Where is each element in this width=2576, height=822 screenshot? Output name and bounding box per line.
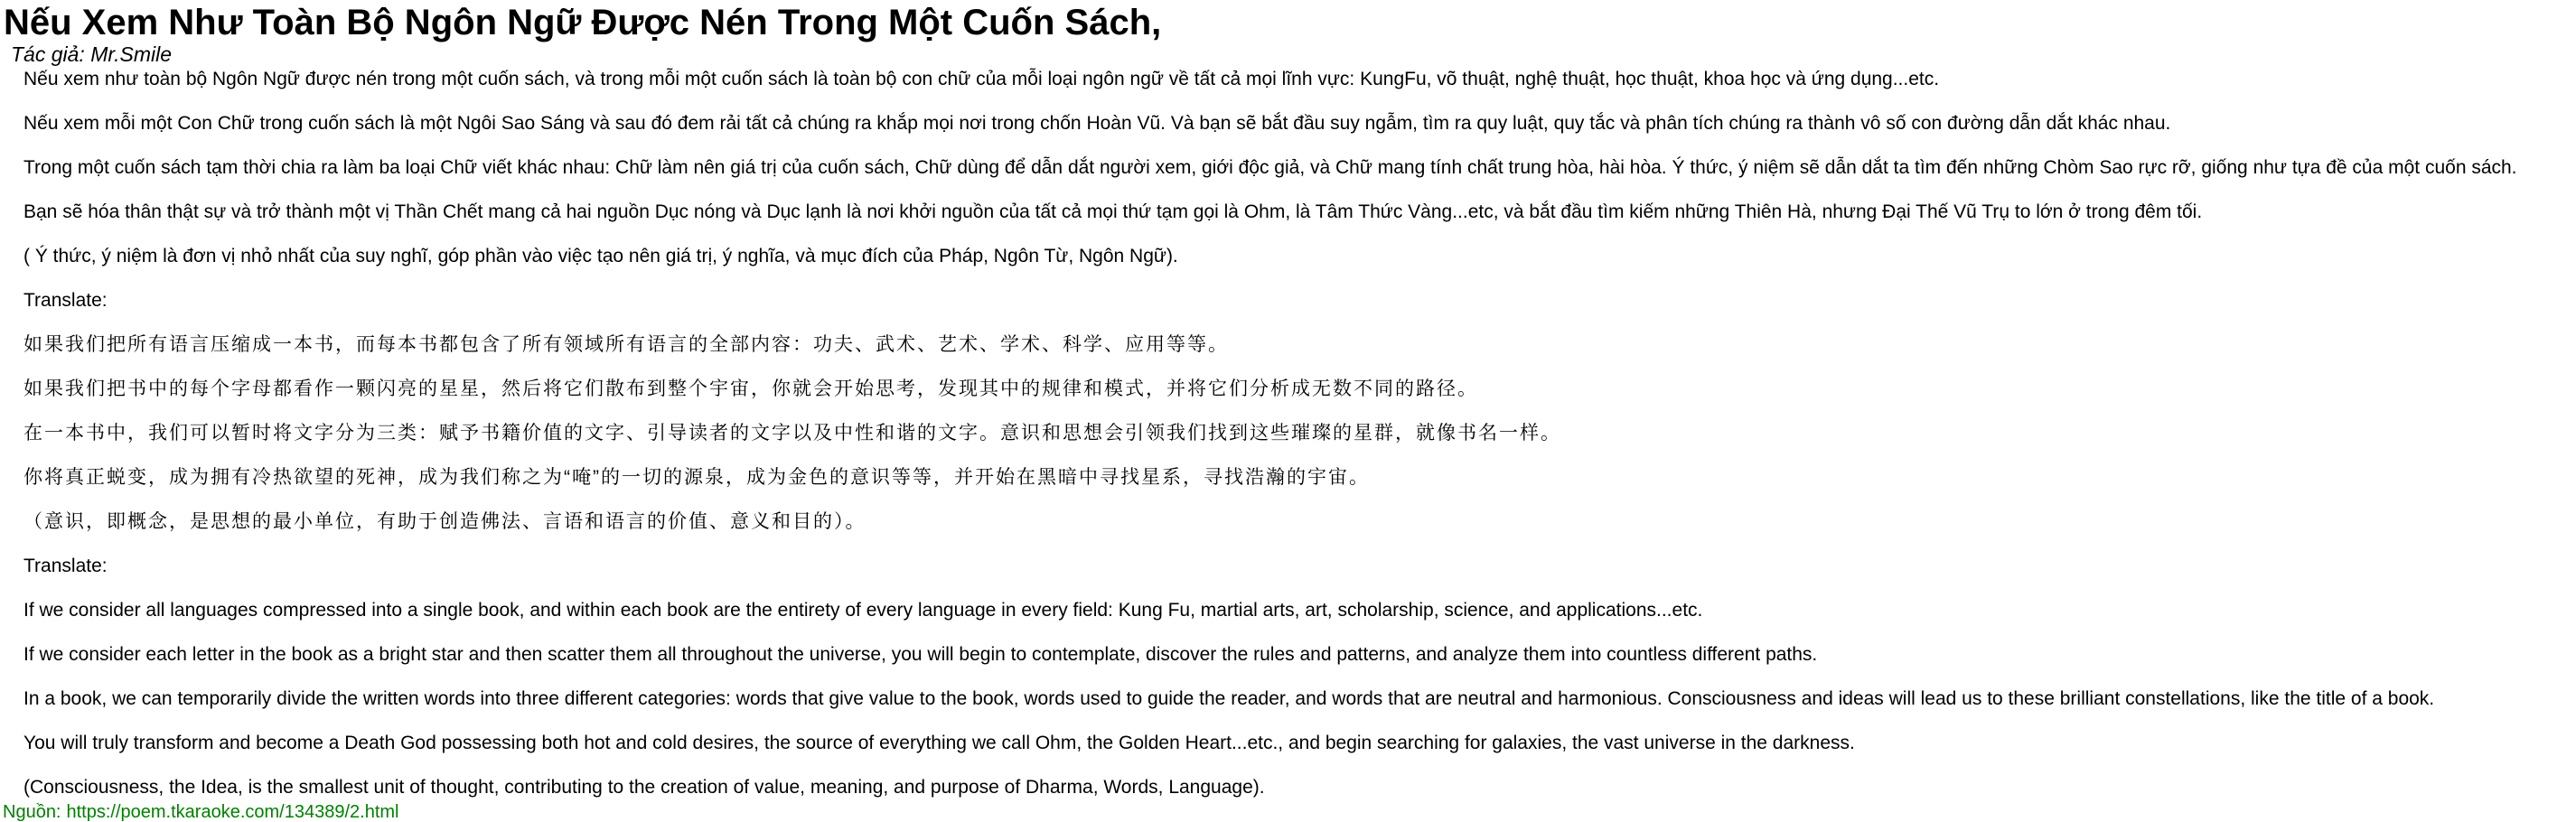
vietnamese-paragraph-3: Trong một cuốn sách tạm thời chia ra làm ba loại Chữ viết khác nhau: Chữ làm nên giá trị của cuốn sách, Chữ dùng để dẫn dắt người xem, giới độc giả, và Chữ mang tính chất trung hòa, hài hòa. Ý thức, ý niệm sẽ dẫn dắt ta tìm đến những Chòm Sao rực rỡ, giống như tựa đề của một cuốn sách. [23,157,2517,178]
english-paragraph-1: If we consider all languages compressed into a single book, and within each book are the entirety of every language in every field: Kung Fu, martial arts, art, scholarship, science, and applications...etc. [23,600,1703,621]
chinese-paragraph-1: 如果我们把所有语言压缩成一本书，而每本书都包含了所有领域所有语言的全部内容：功夫、武术、艺术、学术、科学、应用等等。 [23,334,1229,355]
chinese-paragraph-5: （意识，即概念，是思想的最小单位，有助于创造佛法、言语和语言的价值、意义和目的）。 [23,511,866,532]
document-body [0,69,2576,799]
chinese-paragraph-3: 在一本书中，我们可以暂时将文字分为三类：赋予书籍价值的文字、引导读者的文字以及中性和谐的文字。意识和思想会引领我们找到这些璀璨的星群，就像书名一样。 [23,423,1561,444]
english-paragraph-3: In a book, we can temporarily divide the written words into three different categories: words that give value to the book, words used to guide the reader, and words that are neutral and harmonious. Consciousness and ideas will lead us to these brilliant constellations, like the title of a book. [23,688,2435,709]
vietnamese-paragraph-4: Bạn sẽ hóa thân thật sự và trở thành một vị Thần Chết mang cả hai nguồn Dục nóng và Dục lạnh là nơi khởi nguồn của tất cả mọi thứ tạm gọi là Ohm, là Tâm Thức Vàng...etc, và bắt đầu tìm kiếm những Thiên Hà, nhưng Đại Thế Vũ Trụ to lớn ở trong đêm tối. [23,201,2203,222]
source-link[interactable]: https://poem.tkaraoke.com/134389/2.html [66,802,399,822]
source-line [3,802,2576,822]
source-label: Nguồn: [3,802,61,822]
vietnamese-paragraph-5: ( Ý thức, ý niệm là đơn vị nhỏ nhất của suy nghĩ, góp phần vào việc tạo nên giá trị, ý nghĩa, và mục đích của Pháp, Ngôn Từ, Ngôn Ngữ). [23,246,1178,266]
author-line: Tác giả: Mr.Smile [11,42,173,66]
vietnamese-paragraph-2: Nếu xem mỗi một Con Chữ trong cuốn sách là một Ngôi Sao Sáng và sau đó đem rải tất cả chúng ra khắp mọi nơi trong chốn Hoàn Vũ. Và bạn sẽ bắt đầu suy ngẫm, tìm ra quy luật, quy tắc và phân tích chúng ra thành vô số con đường dẫn dắt khác nhau. [23,113,2171,134]
page-title: Nếu Xem Như Toàn Bộ Ngôn Ngữ Được Nén Trong Một Cuốn Sách, [4,3,1162,42]
chinese-paragraph-2: 如果我们把书中的每个字母都看作一颗闪亮的星星，然后将它们散布到整个宇宙，你就会开始思考，发现其中的规律和模式，并将它们分析成无数不同的路径。 [23,378,1478,399]
english-paragraph-5: (Consciousness, the Idea, is the smallest unit of thought, contributing to the creation of value, meaning, and purpose of Dharma, Words, Language). [23,777,1265,798]
chinese-paragraph-4: 你将真正蜕变，成为拥有冷热欲望的死神，成为我们称之为“唵”的一切的源泉，成为金色的意识等等，并开始在黑暗中寻找星系，寻找浩瀚的宇宙。 [23,467,1370,488]
vietnamese-paragraph-1: Nếu xem như toàn bộ Ngôn Ngữ được nén trong một cuốn sách, và trong mỗi một cuốn sách là toàn bộ con chữ của mỗi loại ngôn ngữ về tất cả mọi lĩnh vực: KungFu, võ thuật, nghệ thuật, học thuật, khoa học và ứng dụng...etc. [23,69,1940,89]
english-paragraph-2: If we consider each letter in the book as a bright star and then scatter them all throughout the universe, you will begin to contemplate, discover the rules and patterns, and analyze them into countless different paths. [23,644,1818,665]
translate-label-1: Translate: [23,290,108,311]
english-paragraph-4: You will truly transform and become a Death God possessing both hot and cold desires, the source of everything we call Ohm, the Golden Heart...etc., and begin searching for galaxies, the vast universe in the darkness. [23,733,1855,753]
translate-label-2: Translate: [23,556,108,576]
